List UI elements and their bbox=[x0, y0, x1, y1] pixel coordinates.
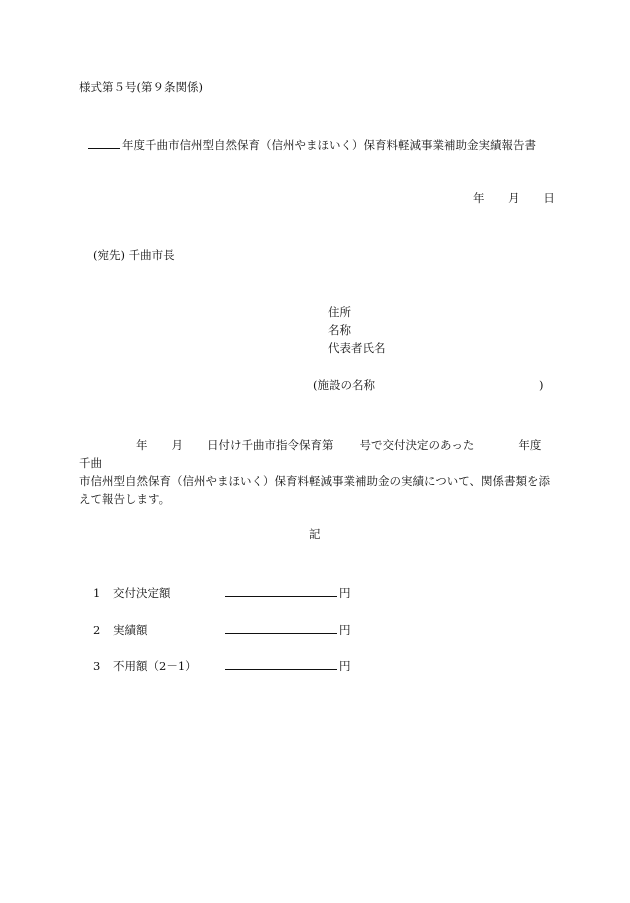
item-unit: 円 bbox=[339, 623, 351, 637]
amount-blank bbox=[225, 622, 337, 634]
report-title bbox=[88, 137, 536, 152]
item-number: 3 bbox=[93, 659, 101, 673]
body-date-text: 日付け千曲市指令保育第 bbox=[207, 438, 334, 452]
date-line bbox=[473, 193, 555, 205]
item-label: 交付決定額 bbox=[113, 586, 171, 600]
ki-heading: 記 bbox=[309, 527, 321, 541]
addressee: (宛先) 千曲市長 bbox=[93, 248, 175, 262]
body-rest: 市信州型自然保育（信州やまほいく）保育料軽減事業補助金の実績について、関係書類を添えて報告します。 bbox=[79, 474, 551, 506]
date-year: 年 bbox=[473, 191, 485, 205]
item-row bbox=[93, 585, 351, 600]
item-label: 不用額（2－1） bbox=[113, 659, 197, 673]
applicant-name-label: 名称 bbox=[328, 323, 351, 337]
amount-blank bbox=[225, 585, 337, 597]
title-text: 年度千曲市信州型自然保育（信州やまほいく）保育料軽減事業補助金実績報告書 bbox=[122, 138, 536, 152]
item-row bbox=[93, 622, 351, 637]
facility-name-close: ) bbox=[539, 378, 544, 392]
applicant-representative-label: 代表者氏名 bbox=[328, 341, 386, 355]
item-row bbox=[93, 658, 351, 673]
body-number-text: 号で交付決定のあった bbox=[359, 438, 475, 452]
item-number: 1 bbox=[93, 586, 101, 600]
report-body bbox=[79, 436, 551, 508]
form-number: 様式第５号(第９条関係) bbox=[79, 80, 203, 94]
amount-blank bbox=[225, 658, 337, 670]
item-number: 2 bbox=[93, 623, 101, 637]
item-unit: 円 bbox=[339, 659, 351, 673]
item-unit: 円 bbox=[339, 586, 351, 600]
date-month: 月 bbox=[508, 191, 520, 205]
title-year-blank bbox=[88, 137, 120, 149]
date-day: 日 bbox=[543, 191, 555, 205]
facility-name-open: (施設の名称 bbox=[313, 378, 375, 392]
body-month: 月 bbox=[171, 438, 183, 452]
body-year: 年 bbox=[136, 438, 148, 452]
body-fiscal-year: 年度千曲 bbox=[79, 438, 542, 470]
applicant-address-label: 住所 bbox=[328, 305, 351, 319]
item-label: 実績額 bbox=[113, 623, 148, 637]
